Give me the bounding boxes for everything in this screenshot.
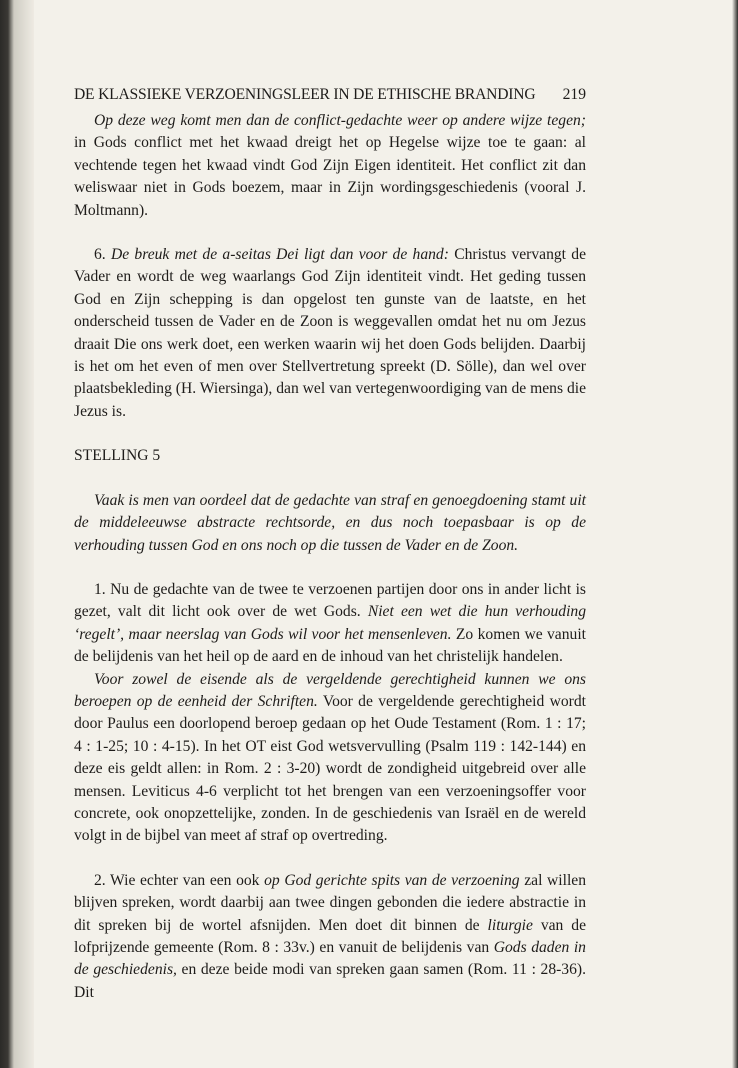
paragraph-6	[74, 244, 586, 423]
page-number: 219	[562, 86, 586, 103]
paragraph-2	[74, 870, 586, 1004]
section-heading: STELLING 5	[74, 447, 161, 465]
paragraph-gerechtigheid-text: Voor de vergeldende gerechtigheid wordt door Paulus een doorlopend beroep gedaan op het Oude Testament (Rom. 1 : 17; 4 : 1-25; 10 : 4-15). In het OT eist God wetsvervulling (Psalm 119 : 142-144) en deze eis geldt allen: in Rom. 2 : 3-20) wordt de zondigheid uitgebreid over alle mensen. Leviticus 4-6 verplicht tot het brengen van een verzoeningsoffer voor concrete, ook onopzettelijke, zonden. In de geschiedenis van Israël en de wereld volgt in de bijbel van meet af straf op overtreding.	[74, 692, 586, 845]
paragraph-conflict-text: in Gods conflict met het kwaad dreigt het op Hegelse wijze toe te gaan: al vechtende tegen het kwaad vindt God Zijn Eigen identiteit. Het conflict zit dan weliswaar niet in Gods boezem, maar in Zijn wordingsgeschiedenis (vooral J. Moltmann).	[74, 134, 586, 219]
running-head: DE KLASSIEKE VERZOENINGSLEER IN DE ETHISCHE BRANDING	[74, 86, 536, 103]
paragraph-conflict	[74, 110, 586, 222]
paragraph-1-text-b: Zo komen we vanuit de belijdenis van het heil op de aard en de inhoud van het christelijk handelen.	[74, 625, 586, 666]
paragraph-1-emphasis: Niet een wet die hun verhouding ‘regelt’, maar neerslag van Gods wil voor het mensenleven.	[74, 603, 586, 643]
paragraph-conflict-emphasis: Op deze weg komt men dan de conflict-gedachte weer op andere wijze tegen;	[94, 112, 586, 129]
paragraph-gerechtigheid-emphasis: Voor zowel de eisende als de vergeldende gerechtigheid kunnen we ons beroepen op de eenheid der Schriften.	[74, 670, 586, 710]
page-header	[74, 84, 586, 106]
spacer	[74, 557, 586, 579]
paragraph-1	[74, 579, 586, 669]
paragraph-2-emphasis-b: liturgie	[487, 916, 533, 934]
book-page	[74, 84, 586, 1004]
paragraph-2-text-b: zal willen blijven spreken, wordt daarbij aan twee dingen gebonden die iedere abstractie in dit spreken bij de wortel afsnijden. Men doet dit binnen de	[74, 871, 586, 934]
spacer	[74, 423, 586, 445]
paragraph-6-number: 6.	[94, 246, 111, 264]
scan-shadow-left	[0, 0, 34, 1068]
paragraph-2-text-c: van de lofprijzende gemeente (Rom. 8 : 33v.) en vanuit de belijdenis van	[74, 916, 587, 956]
paragraph-2-text-d: en deze beide modi van spreken gaan samen (Rom. 11 : 28-36). Dit	[74, 961, 586, 1001]
spacer	[74, 222, 586, 244]
scan-shadow-right	[732, 0, 738, 1068]
thesis-statement: Vaak is men van oordeel dat de gedachte van straf en genoegdoening stamt uit de middeleeuwse abstracte rechtsorde, en dus noch toepasbaar is op de verhouding tussen God en ons noch op die tussen de Vader en de Zoon.	[74, 491, 586, 554]
paragraph-6-text: Christus vervangt de Vader en wordt de weg waarlangs God Zijn identiteit vindt. Het geding tussen God en Zijn schepping is dan opgelost ten gunste van de laatste, en het onderscheid tussen de Vader en de Zoon is weggevallen omdat het nu om Jezus draait Die ons werk doet, een werken waarin wij het doen Gods belijden. Daarbij is het om het even of men over Stellvertretung spreekt (D. Sölle), dan wel over plaatsbekleding (H. Wiersinga), dan wel van vertegenwoordiging van de mens die Jezus is.	[74, 246, 586, 420]
paragraph-6-emphasis: De breuk met de a-seitas Dei ligt dan voor de hand:	[110, 246, 449, 264]
paragraph-gerechtigheid	[74, 669, 586, 848]
paragraph-2-text-a: 2. Wie echter van een ook	[94, 871, 265, 889]
paragraph-2-emphasis-c: Gods daden in de geschiedenis,	[74, 939, 586, 979]
paragraph-1-text-a: 1. Nu de gedachte van de twee te verzoenen partijen door ons in ander licht is gezet, valt dit licht ook over de wet Gods.	[74, 580, 586, 621]
spacer	[74, 848, 586, 870]
paragraph-2-emphasis-a: op God gerichte spits van de verzoening	[264, 871, 520, 889]
spacer	[74, 468, 586, 490]
